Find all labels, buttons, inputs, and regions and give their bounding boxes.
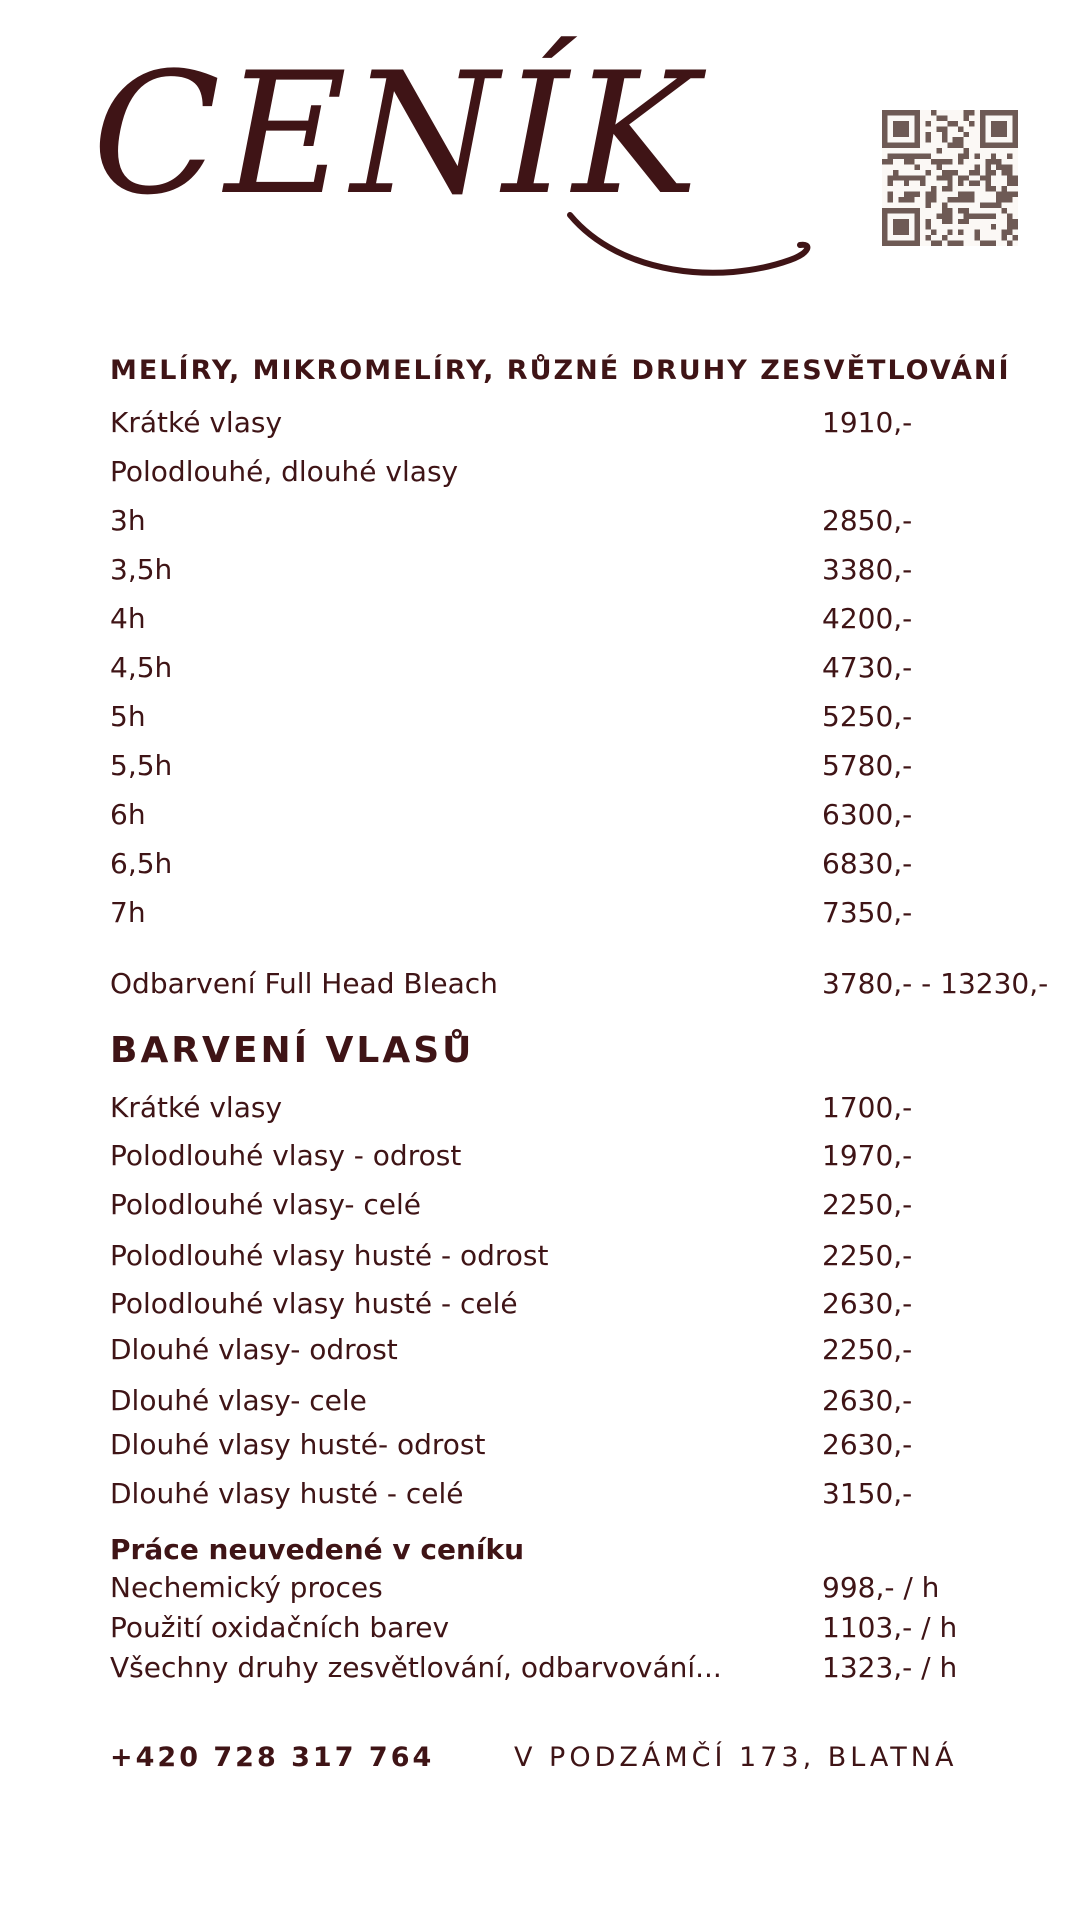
service-price: 2250,-: [822, 1333, 913, 1366]
service-price: 1700,-: [822, 1091, 913, 1124]
price-row: [110, 1381, 1060, 1421]
service-price: 2630,-: [822, 1384, 913, 1417]
service-price: 5250,-: [822, 700, 913, 733]
service-price: 2250,-: [822, 1188, 913, 1221]
service-label: 5,5h: [110, 749, 173, 782]
service-label: Všechny druhy zesvětlování, odbarvování...: [110, 1651, 722, 1684]
price-row: [110, 1088, 1060, 1128]
price-row: [110, 844, 1060, 884]
service-label: Polodlouhé, dlouhé vlasy: [110, 455, 459, 488]
service-label: Nechemický proces: [110, 1571, 383, 1604]
price-row: [110, 1136, 1060, 1176]
service-label: 3h: [110, 504, 146, 537]
service-price: 998,- / h: [822, 1571, 940, 1604]
service-price: 1103,- / h: [822, 1611, 958, 1644]
service-label: 5h: [110, 700, 146, 733]
service-label: Dlouhé vlasy- odrost: [110, 1333, 398, 1366]
service-price: 3150,-: [822, 1477, 913, 1510]
price-row: [110, 452, 1060, 492]
section-heading-highlights: MELÍRY, MIKROMELÍRY, RŮZNÉ DRUHY ZESVĚTLOVÁNÍ: [110, 355, 1011, 386]
service-label: 4,5h: [110, 651, 173, 684]
service-label: Dlouhé vlasy husté- odrost: [110, 1428, 486, 1461]
service-label: Polodlouhé vlasy husté - odrost: [110, 1239, 549, 1272]
price-row: [110, 1236, 1060, 1276]
service-label: Polodlouhé vlasy- celé: [110, 1188, 422, 1221]
service-price: 3780,- - 13230,-: [822, 967, 1049, 1000]
price-row: [110, 893, 1060, 933]
service-label: Dlouhé vlasy husté - celé: [110, 1477, 464, 1510]
service-price: 7350,-: [822, 896, 913, 929]
section-heading-coloring: BARVENÍ VLASŮ: [110, 1030, 475, 1071]
price-row: [110, 501, 1060, 541]
price-row: [110, 648, 1060, 688]
service-label: 4h: [110, 602, 146, 635]
service-price: 1323,- / h: [822, 1651, 958, 1684]
price-row: [110, 1330, 1060, 1370]
service-price: 4200,-: [822, 602, 913, 635]
service-price: 2850,-: [822, 504, 913, 537]
service-label: 3,5h: [110, 553, 173, 586]
service-label: 6h: [110, 798, 146, 831]
price-row: [110, 964, 1060, 1004]
phone-number[interactable]: +420 728 317 764: [110, 1742, 435, 1773]
price-row: [110, 403, 1060, 443]
price-row: [110, 1568, 1060, 1608]
service-label: Krátké vlasy: [110, 1091, 283, 1124]
service-price: 2630,-: [822, 1428, 913, 1461]
service-label: Polodlouhé vlasy - odrost: [110, 1139, 462, 1172]
address: V PODZÁMČÍ 173, BLATNÁ: [514, 1742, 958, 1773]
qr-code-icon[interactable]: [882, 110, 1018, 246]
service-price: 3380,-: [822, 553, 913, 586]
price-row: [110, 1284, 1060, 1324]
service-price: 4730,-: [822, 651, 913, 684]
price-row: [110, 1185, 1060, 1225]
price-row: [110, 550, 1060, 590]
service-price: 5780,-: [822, 749, 913, 782]
price-row: [110, 1608, 1060, 1648]
section-heading-other-work: Práce neuvedené v ceníku: [110, 1533, 525, 1566]
price-row: [110, 697, 1060, 737]
price-row: [110, 1648, 1060, 1688]
title-swash: [560, 205, 820, 285]
service-label: 7h: [110, 896, 146, 929]
service-label: Polodlouhé vlasy husté - celé: [110, 1287, 518, 1320]
price-row: [110, 795, 1060, 835]
service-label: Krátké vlasy: [110, 406, 283, 439]
service-price: 1910,-: [822, 406, 913, 439]
service-label: Použití oxidačních barev: [110, 1611, 450, 1644]
page-title: CENÍK: [92, 36, 703, 232]
service-label: Odbarvení Full Head Bleach: [110, 967, 498, 1000]
service-price: 2250,-: [822, 1239, 913, 1272]
service-price: 2630,-: [822, 1287, 913, 1320]
service-label: Dlouhé vlasy- cele: [110, 1384, 367, 1417]
service-price: 6830,-: [822, 847, 913, 880]
price-row: [110, 1425, 1060, 1465]
service-price: 6300,-: [822, 798, 913, 831]
service-price: 1970,-: [822, 1139, 913, 1172]
service-label: 6,5h: [110, 847, 173, 880]
price-row: [110, 599, 1060, 639]
price-row: [110, 1474, 1060, 1514]
price-row: [110, 746, 1060, 786]
